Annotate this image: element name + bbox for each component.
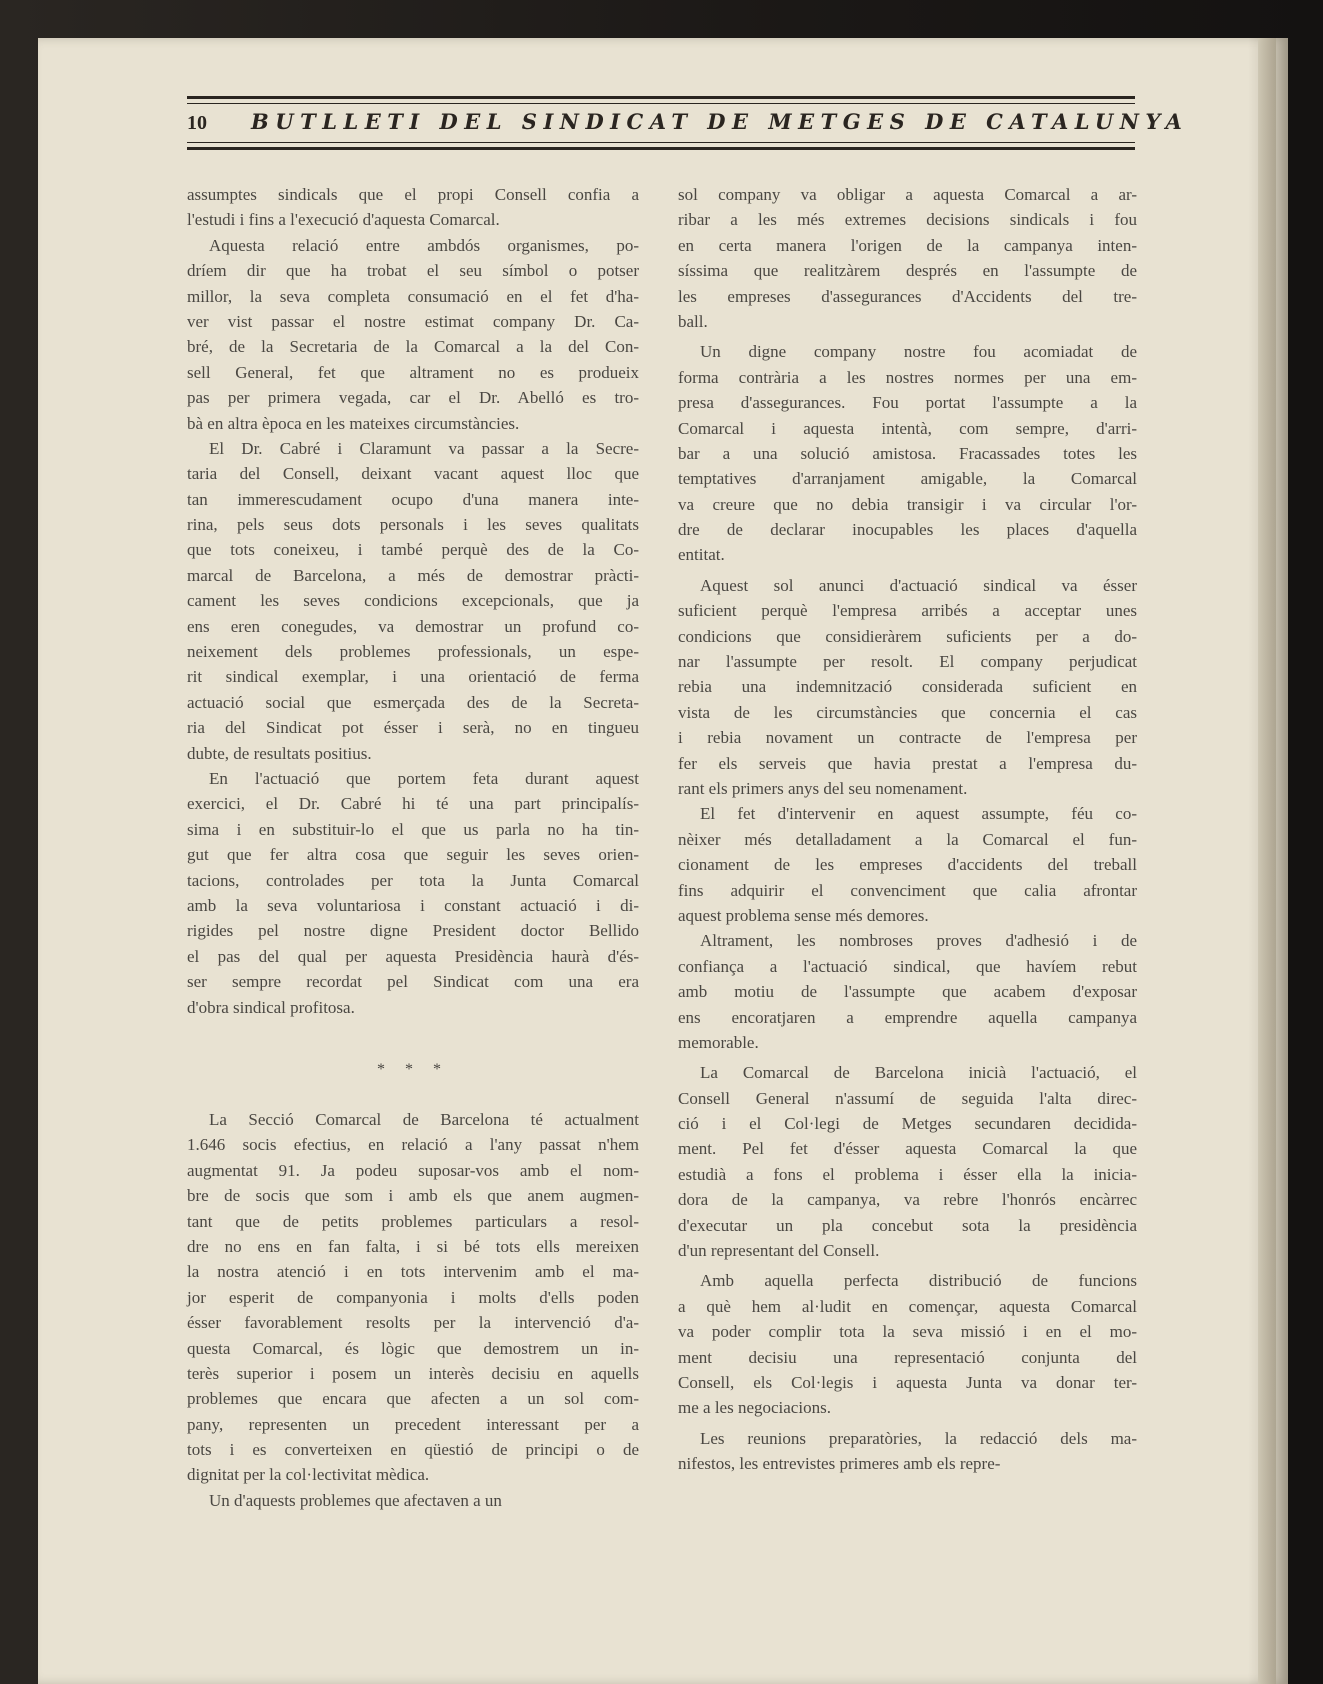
text-line: síssima que realitzàrem després en l'assumpte de <box>678 261 1137 281</box>
text-line: jor esperit de companyonia i molts d'ells poden <box>187 1287 639 1307</box>
text-line: Comarcal i aquesta intentà, com sempre, d'arri- <box>678 418 1137 438</box>
text-line: amb motiu de l'assumpte que acabem d'exposar <box>678 982 1137 1002</box>
text-line: pas per primera vegada, car el Dr. Abelló es tro- <box>187 388 639 408</box>
text-line: sol company va obligar a aquesta Comarcal a ar- <box>678 185 1137 204</box>
left-text-column-continued <box>187 1107 639 1513</box>
text-line: en certa manera l'origen de la campanya inten- <box>678 235 1137 255</box>
text-line: questa Comarcal, és lògic que demostrem un in- <box>187 1338 639 1358</box>
text-line: rigides pel nostre digne President doctor Bellido <box>187 921 639 941</box>
text-line: millor, la seva completa consumació en el fet d'ha- <box>187 286 639 306</box>
text-line: bre de socis que som i amb els que anem augmen- <box>187 1186 639 1206</box>
running-title: BUTLLETI DEL SINDICAT DE METGES DE CATALUNYA <box>251 109 1189 134</box>
text-line: La Comarcal de Barcelona inicià l'actuació, el <box>700 1063 1137 1083</box>
text-line: ver vist passar el nostre estimat company Dr. Ca- <box>187 311 639 331</box>
text-line: problemes que encara que afecten a un sol com- <box>187 1389 639 1409</box>
text-line: En l'actuació que portem feta durant aquest <box>209 768 639 788</box>
text-line: dignitat per la col·lectivitat mèdica. <box>187 1465 430 1485</box>
text-line: tan immerescudament ocupo d'una manera inte- <box>187 489 639 509</box>
text-line: neixement dels problemes professionals, un espe- <box>187 642 639 662</box>
text-line: rit sindical exemplar, i una orientació de ferma <box>187 667 639 687</box>
page-number: 10 <box>187 112 207 134</box>
text-line: El Dr. Cabré i Claramunt va passar a la Secre- <box>209 438 639 458</box>
header-rule-top-thin <box>187 103 1135 104</box>
right-text-column <box>678 182 1137 1477</box>
text-line: Altrament, les nombroses proves d'adhesió i de <box>700 931 1137 951</box>
page-edge-shadow <box>1248 38 1288 1684</box>
text-line: tots i es converteixen en qüestió de principi o de <box>187 1440 639 1460</box>
text-line: dre de declarar inocupables les places d'aquella <box>678 520 1137 540</box>
text-line: i rebia novament un contracte de l'empresa per <box>678 728 1137 748</box>
left-text-column <box>187 182 639 1020</box>
text-line: ment decisiu una representació conjunta del <box>678 1347 1137 1367</box>
text-line: dora de la campanya, va rebre l'honrós encàrrec <box>678 1190 1137 1210</box>
text-line: marcal de Barcelona, a més de demostrar pràcti- <box>187 565 639 585</box>
text-line: condicions que considieràrem suficients per a do- <box>678 626 1137 646</box>
text-line: ment. Pel fet d'ésser aquesta Comarcal la que <box>678 1139 1137 1159</box>
section-separator: * * * <box>377 1061 449 1078</box>
header-rule-bottom-thin <box>187 142 1135 143</box>
text-line: suficient perquè l'empresa arribés a acceptar unes <box>678 601 1137 621</box>
text-line: va poder complir tota la seva missió i en el mo- <box>678 1322 1137 1342</box>
text-line: dríem dir que ha trobat el seu símbol o potser <box>187 261 639 281</box>
text-line: ribar a les més extremes decisions sindicals i fou <box>678 210 1137 230</box>
text-line: ens encoratjaren a emprendre aquella campanya <box>678 1007 1137 1027</box>
text-line: la nostra atenció i en tots intervenim amb el ma- <box>187 1262 639 1282</box>
text-line: exercici, el Dr. Cabré hi té una part principalís- <box>187 794 639 814</box>
text-line: Un digne company nostre fou acomiadat de <box>700 342 1137 362</box>
text-line: ció i el Col·legi de Metges secundaren decidida- <box>678 1114 1137 1134</box>
text-line: 1.646 socis efectius, en relació a l'any passat n'hem <box>187 1135 639 1155</box>
text-line: terès superior i posem un interès decisiu en aquells <box>187 1363 639 1383</box>
text-line: dubte, de resultats positius. <box>187 743 372 763</box>
text-line: me a les negociacions. <box>678 1398 831 1418</box>
text-line: Aquesta relació entre ambdós organismes, po- <box>209 235 639 255</box>
text-line: temptatives d'arranjament amigable, la Comarcal <box>678 469 1137 489</box>
text-line: estudià a fons el problema i ésser ella la inicia- <box>678 1164 1137 1184</box>
header-rule-top-thick <box>187 96 1135 99</box>
text-line: augmentat 91. Ja podeu suposar-vos amb el nom- <box>187 1160 639 1180</box>
text-line: rebia una indemnització considerada suficient en <box>678 677 1137 697</box>
text-line: ball. <box>678 311 708 331</box>
text-line: Les reunions preparatòries, la redacció dels ma- <box>700 1428 1137 1448</box>
text-line: d'executar un pla concebut sota la presidència <box>678 1215 1137 1235</box>
text-line: a què hem al·ludit en començar, aquesta Comarcal <box>678 1296 1137 1316</box>
header-rule-bottom-thick <box>187 147 1135 150</box>
text-line: taria del Consell, deixant vacant aquest lloc que <box>187 464 639 484</box>
text-line: ésser favorablement resolts per la intervenció d'a- <box>187 1313 639 1333</box>
text-line: les empreses d'assegurances d'Accidents del tre- <box>678 286 1137 306</box>
text-line: tacions, controlades per tota la Junta Comarcal <box>187 870 639 890</box>
text-line: bré, de la Secretaria de la Comarcal a la del Con- <box>187 337 639 357</box>
text-line: confiança a l'actuació sindical, que havíem rebut <box>678 956 1137 976</box>
text-line: Amb aquella perfecta distribució de funcions <box>700 1271 1137 1291</box>
text-line: ser sempre recordat pel Sindicat com una era <box>187 972 639 992</box>
text-line: dre no ens en fan falta, i si bé tots ells mereixen <box>187 1236 639 1256</box>
text-line: El fet d'intervenir en aquest assumpte, féu co- <box>700 804 1137 824</box>
text-line: sell General, fet que altrament no es produeix <box>187 362 639 382</box>
text-line: nèixer més detalladament a la Comarcal el fun- <box>678 829 1137 849</box>
text-line: Consell, els Col·legis i aquesta Junta va donar ter- <box>678 1372 1137 1392</box>
text-line: vista de les circumstàncies que concernia el cas <box>678 702 1137 722</box>
text-line: rina, pels seus dots personals i les seves qualitats <box>187 515 639 535</box>
text-line: l'estudi i fins a l'execució d'aquesta Comarcal. <box>187 210 500 230</box>
text-line: d'obra sindical profitosa. <box>187 997 355 1017</box>
text-line: cionament de les empreses d'accidents del treball <box>678 855 1137 875</box>
text-line: sima i en substituir-lo el que us parla no ha tin- <box>187 819 639 839</box>
text-line: La Secció Comarcal de Barcelona té actualment <box>209 1110 639 1129</box>
text-line: pany, representen un precedent interessant per a <box>187 1414 639 1434</box>
text-line: ria del Sindicat pot ésser i serà, no en tingueu <box>187 718 639 738</box>
text-line: que tots coneixeu, i també perquè des de la Co- <box>187 540 639 560</box>
text-line: rant els primers anys del seu nomenament. <box>678 778 968 798</box>
text-line: cament les seves condicions excepcionals, que ja <box>187 591 639 611</box>
running-header <box>187 96 1189 152</box>
text-line: Consell General n'assumí de seguida l'alta direc- <box>678 1088 1137 1108</box>
text-line: entitat. <box>678 545 725 565</box>
text-line: bar a una solució amistosa. Fracassades totes les <box>678 443 1137 463</box>
text-line: nar l'assumpte per resolt. El company perjudicat <box>678 652 1137 672</box>
text-line: gut que fer altra cosa que seguir les seves orien- <box>187 845 639 865</box>
text-line: d'un representant del Consell. <box>678 1241 880 1261</box>
text-line: forma contrària a les nostres normes per una em- <box>678 367 1137 387</box>
text-line: bà en altra època en les mateixes circumstàncies. <box>187 413 520 433</box>
text-line: Aquest sol anunci d'actuació sindical va ésser <box>700 575 1137 595</box>
text-line: presa d'assegurances. Fou portat l'assumpte a la <box>678 393 1137 413</box>
text-line: actuació social que esmerçada des de la Secreta- <box>187 692 639 712</box>
text-line: tant que de petits problemes particulars a resol- <box>187 1211 639 1231</box>
text-line: assumptes sindicals que el propi Consell confia a <box>187 185 639 204</box>
text-line: aquest problema sense més demores. <box>678 905 929 925</box>
text-line: amb la seva voluntariosa i constant actuació i di- <box>187 895 639 915</box>
text-line: fer els serveis que havia prestat a l'empresa du- <box>678 753 1137 773</box>
text-line: Un d'aquests problemes que afectaven a un <box>209 1490 502 1510</box>
text-line: fins adquirir el convenciment que calia afrontar <box>678 880 1137 900</box>
text-line: nifestos, les entrevistes primeres amb els repre- <box>678 1454 1001 1474</box>
text-line: el pas del qual per aquesta Presidència haurà d'és- <box>187 946 639 966</box>
text-line: memorable. <box>678 1032 759 1052</box>
text-line: ens eren conegudes, va demostrar un profund co- <box>187 616 639 636</box>
text-line: va creure que no debia transigir i va circular l'or- <box>678 494 1137 514</box>
